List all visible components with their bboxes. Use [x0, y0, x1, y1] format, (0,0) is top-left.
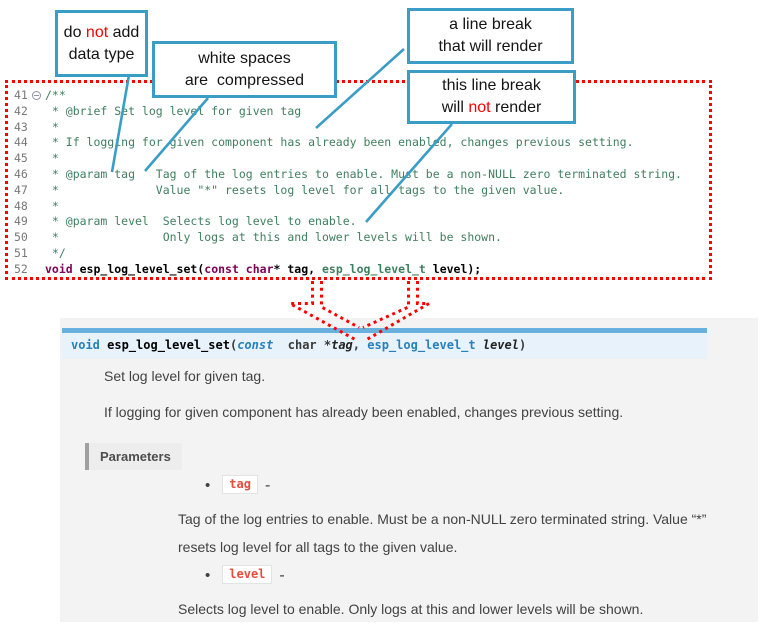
- signature-text: void: [71, 338, 108, 352]
- param-description-line: Tag of the log entries to enable. Must be a non-NULL zero terminated string. Value “*”: [178, 511, 707, 527]
- code-text: /**: [45, 88, 66, 102]
- callout-text: this line break: [442, 77, 541, 94]
- callout-text: not: [468, 99, 491, 116]
- callout-text: not: [85, 23, 109, 41]
- code-text: (: [197, 261, 205, 276]
- callout-text: data type: [68, 45, 135, 63]
- line-number: 49: [14, 214, 28, 229]
- code-text: * @param tag Tag of the log entries to enable. Must be a non-NULL zero terminated string.: [45, 166, 682, 181]
- callout-text-line: [185, 70, 304, 92]
- callout-text: will: [441, 99, 469, 116]
- code-line: [8, 214, 709, 230]
- rendered-docs-panel: [60, 318, 758, 622]
- brief-description: Set log level for given tag.: [104, 368, 266, 384]
- callout-text: add: [108, 23, 140, 41]
- callout-text: render: [490, 99, 542, 116]
- code-line: [8, 230, 709, 246]
- signature-text: ): [518, 338, 527, 352]
- code-line: [8, 246, 709, 262]
- line-number: 42: [14, 103, 28, 118]
- code-text: void: [45, 261, 80, 276]
- bullet-icon: •: [205, 477, 211, 494]
- param-dash: -: [279, 567, 285, 584]
- line-number: 50: [14, 230, 28, 245]
- param-description: [178, 595, 763, 623]
- code-line: [8, 88, 709, 104]
- line-number: 44: [14, 135, 28, 150]
- code-line: [8, 151, 709, 167]
- callout-text-line: [442, 75, 541, 97]
- callout-text: do: [63, 23, 86, 41]
- detailed-description: If logging for given component has already been enabled, changes previous setting.: [104, 404, 624, 420]
- code-text: const char: [204, 261, 274, 276]
- callout-text-line: [438, 36, 542, 58]
- code-text: * @param level Selects log level to enable.: [45, 214, 357, 229]
- param-dash: -: [264, 477, 271, 494]
- param-name-chip: tag: [222, 475, 258, 494]
- signature-text: ,: [352, 338, 368, 352]
- code-editor[interactable]: [5, 80, 712, 280]
- code-line: [8, 167, 709, 183]
- callout-line-break-renders: [407, 8, 574, 64]
- code-text: * If logging for given component has already been enabled, changes previous setting.: [45, 135, 634, 150]
- bullet-icon: •: [205, 567, 211, 584]
- param-item: [205, 477, 763, 499]
- parameter-list: [178, 477, 763, 629]
- signature-text: char *: [273, 338, 332, 352]
- callout-text: white spaces: [198, 49, 291, 67]
- code-text: level);: [425, 261, 482, 276]
- code-text: */: [45, 245, 66, 260]
- callout-text-line: [449, 14, 532, 36]
- collapse-minus-icon: [32, 88, 45, 104]
- line-number: 52: [14, 261, 28, 276]
- callout-line-break-not-render: [407, 70, 576, 124]
- signature-text: tag: [331, 338, 353, 352]
- line-number: 47: [14, 182, 28, 197]
- code-lines: [8, 88, 709, 278]
- param-description-line: Selects log level to enable. Only logs at this and lower levels will be shown.: [178, 601, 644, 617]
- signature-text: (: [229, 338, 238, 352]
- signature-text: level: [482, 338, 519, 352]
- line-number: 51: [14, 245, 28, 260]
- callout-text-line: [64, 22, 140, 44]
- line-number: 41: [14, 88, 28, 102]
- code-line: [8, 135, 709, 151]
- param-item: [205, 567, 763, 589]
- code-line: [8, 199, 709, 215]
- callout-text-line: [69, 44, 135, 66]
- code-text: esp_log_level_t: [321, 261, 426, 276]
- code-text: *: [45, 151, 59, 166]
- callout-do-not-add-data-type: [55, 10, 148, 77]
- code-text: *: [45, 119, 59, 134]
- callout-text-line: [198, 48, 291, 70]
- code-text: * Value "*" resets log level for all tags to the given value.: [45, 182, 565, 197]
- code-text: esp_log_level_set: [79, 261, 198, 276]
- code-line: [8, 104, 709, 120]
- line-number: 48: [14, 198, 28, 213]
- code-text: * Only logs at this and lower levels will be shown.: [45, 230, 502, 245]
- function-signature: [62, 328, 707, 359]
- signature-text: const: [237, 338, 274, 352]
- code-text: * tag,: [273, 261, 322, 276]
- param-name-chip: level: [222, 565, 272, 584]
- param-description-line: resets log level for all tags to the given value.: [178, 539, 458, 555]
- code-text: * @brief Set log level for given tag: [45, 103, 302, 118]
- line-number: 43: [14, 119, 28, 134]
- callout-text-line: [442, 97, 542, 119]
- line-number: 45: [14, 151, 28, 166]
- callout-white-spaces-compressed: [152, 41, 337, 98]
- collapse-minus-icon[interactable]: [32, 91, 41, 100]
- signature-text: esp_log_level_set: [107, 338, 230, 352]
- callout-text: that will render: [438, 38, 543, 55]
- signature-text: [476, 338, 483, 352]
- code-line: [8, 120, 709, 136]
- callout-text: are compressed: [184, 71, 305, 89]
- line-number: 46: [14, 166, 28, 181]
- code-line: [8, 183, 709, 199]
- type-link[interactable]: esp_log_level_t: [367, 338, 476, 352]
- param-description: [178, 505, 763, 561]
- parameters-heading: Parameters: [85, 443, 182, 470]
- code-text: *: [45, 198, 59, 213]
- code-line: [8, 262, 709, 278]
- callout-text: a line break: [449, 16, 532, 33]
